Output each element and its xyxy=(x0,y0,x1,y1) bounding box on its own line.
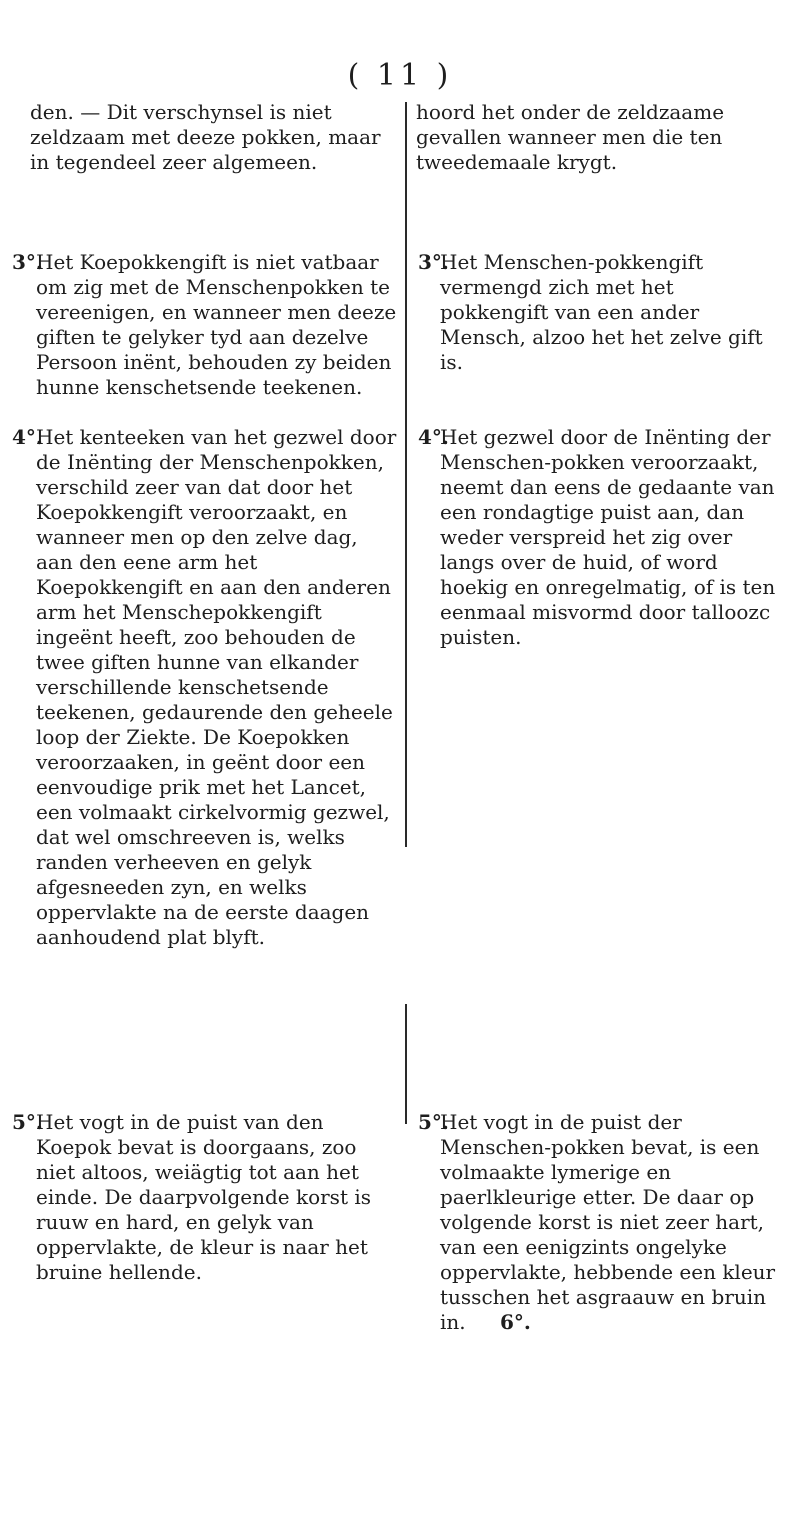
right-item-4-text: Het gezwel door de Inënting der Menschen-pokken veroorzaakt, neemt dan eens de gedaante van een rondagtige puist aan, dan weder verspreid het zig over langs over de huid, of word hoekig en onregelmatig, of is ten eenmaal misvormd door talloozc puisten. xyxy=(440,425,776,649)
left-item-3 xyxy=(12,250,398,400)
left-item-4 xyxy=(12,425,398,950)
right-item-3-number: 3°. xyxy=(418,250,449,274)
page-number: ( 11 ) xyxy=(347,58,453,93)
right-item-3 xyxy=(416,250,786,375)
column-divider xyxy=(405,102,407,847)
left-item-5 xyxy=(12,1110,398,1285)
left-item-5-number: 5°. xyxy=(12,1110,43,1134)
left-item-3-number: 3°. xyxy=(12,250,43,274)
right-item-5 xyxy=(416,1110,786,1335)
catchword: 6°. xyxy=(500,1310,531,1334)
left-item-4-text: Het kenteeken van het gezwel door de Inënting der Menschenpokken, verschild zeer van dat door het Koepokkengift veroorzaakt, en wanneer men op den zelve dag, aan den eene arm het Koepokkengift en aan den anderen arm het Menschepokkengift ingeënt heeft, zoo behouden de twee giften hunne van elkander verschillende kenschetsende teekenen, gedaurende den geheele loop der Ziekte. De Koepokken veroorzaaken, in geënt door een eenvoudige prik met het Lancet, een volmaakt cirkelvormig gezwel, dat wel omschreeven is, welks randen verheeven en gelyk afgesneeden zyn, en welks oppervlakte na de eerste daagen aanhoudend plat blyft. xyxy=(36,425,397,949)
left-item-3-text: Het Koepokkengift is niet vatbaar om zig met de Menschenpokken te vereenigen, en wanneer men deeze giften te gelyker tyd aan dezelve Persoon inënt, behouden zy beiden hunne kenschetsende teekenen. xyxy=(36,250,397,399)
right-item-4-number: 4°. xyxy=(418,425,449,449)
right-item-4 xyxy=(416,425,786,650)
column-divider-lower xyxy=(405,1004,407,1124)
right-item-5-number: 5°. xyxy=(418,1110,449,1134)
right-item-3-text: Het Menschen-pokkengift vermengd zich met het pokkengift van een ander Mensch, alzoo het het zelve gift is. xyxy=(440,250,763,374)
right-item-5-text: Het vogt in de puist der Menschen-pokken bevat, is een volmaakte lymerige en paerlkleurige etter. De daar op volgende korst is niet zeer hart, van een eenigzints ongelyke oppervlakte, hebbende een kleur tusschen het asgraauw en bruin in. xyxy=(440,1110,776,1334)
right-intro: hoord het onder de zeldzaame gevallen wanneer men die ten tweedemaale krygt. xyxy=(416,100,725,174)
left-intro: den. — Dit verschynsel is niet zeldzaam met deeze pokken, maar in tegendeel zeer algemeen. xyxy=(30,100,381,174)
left-item-4-number: 4°. xyxy=(12,425,43,449)
left-item-5-text: Het vogt in de puist van den Koepok bevat is doorgaans, zoo niet altoos, weiägtig tot aan het einde. De daarpvolgende korst is ruuw en hard, en gelyk van oppervlakte, de kleur is naar het bruine hellende. xyxy=(36,1110,371,1284)
